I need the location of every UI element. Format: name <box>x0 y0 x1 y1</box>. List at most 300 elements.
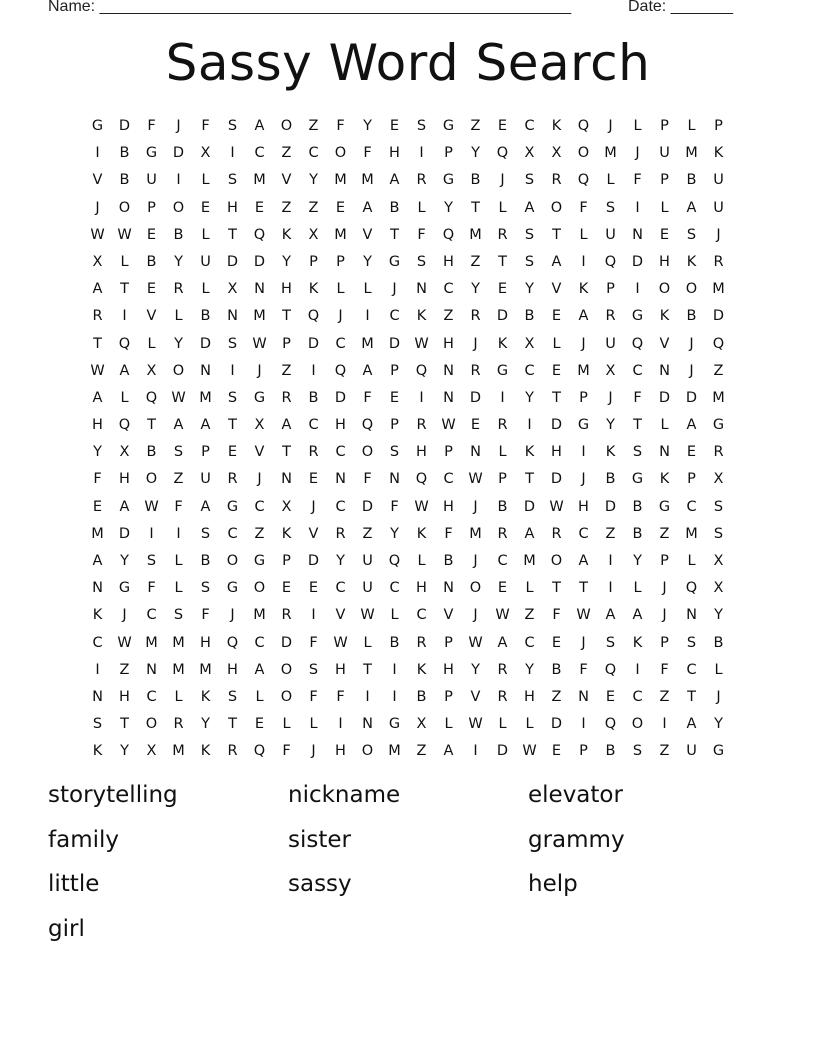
grid-letter: Q <box>415 471 428 488</box>
grid-letter: V <box>470 688 481 705</box>
grid-letter: Z <box>659 525 670 542</box>
grid-letter: J <box>689 335 694 352</box>
grid-letter: S <box>524 226 535 243</box>
grid-letter: G <box>712 743 725 760</box>
grid-letter: O <box>280 688 293 705</box>
grid-letter: P <box>201 444 210 461</box>
grid-letter: S <box>713 525 724 542</box>
grid-letter: N <box>92 688 103 705</box>
grid-letter: M <box>253 308 266 325</box>
grid-letter: W <box>360 607 375 624</box>
word-list-item: grammy <box>528 826 625 853</box>
grid-letter: I <box>662 716 667 733</box>
grid-letter: P <box>309 253 318 270</box>
grid-letter: H <box>443 498 454 515</box>
grid-letter: V <box>335 607 346 624</box>
grid-letter: I <box>581 716 586 733</box>
grid-letter: E <box>308 471 319 488</box>
word-list-item: elevator <box>528 782 623 808</box>
grid-letter: Y <box>471 145 480 162</box>
grid-letter: G <box>631 308 644 325</box>
grid-letter: I <box>608 580 613 597</box>
grid-letter: Y <box>309 172 318 189</box>
grid-letter: Q <box>253 743 266 760</box>
grid-letter: Q <box>631 335 644 352</box>
grid-letter: R <box>551 172 562 189</box>
grid-letter: X <box>551 145 562 162</box>
grid-letter: Z <box>443 308 454 325</box>
grid-letter: M <box>199 389 212 406</box>
grid-letter: M <box>253 607 266 624</box>
grid-letter: N <box>335 471 346 488</box>
grid-letter: X <box>524 145 535 162</box>
grid-letter: R <box>713 253 724 270</box>
grid-letter: A <box>686 417 697 434</box>
grid-letter: S <box>605 634 616 651</box>
grid-letter: B <box>119 145 130 162</box>
grid-letter: J <box>716 688 721 705</box>
grid-letter: L <box>525 580 534 597</box>
grid-letter: C <box>686 498 697 515</box>
grid-letter: U <box>659 145 670 162</box>
grid-letter: T <box>552 580 561 597</box>
grid-letter: C <box>497 553 508 569</box>
grid-letter: U <box>362 553 373 569</box>
grid-letter: Z <box>173 471 184 488</box>
grid-letter: J <box>581 634 586 651</box>
grid-letter: R <box>335 525 346 542</box>
grid-letter: Q <box>118 335 131 352</box>
grid-letter: K <box>308 281 319 298</box>
grid-letter: R <box>470 362 481 379</box>
grid-letter: H <box>416 580 427 597</box>
grid-letter: F <box>552 607 561 624</box>
grid-letter: D <box>712 308 725 325</box>
grid-letter: F <box>201 607 210 624</box>
grid-letter: Q <box>334 362 347 379</box>
grid-letter: O <box>469 580 482 597</box>
grid-letter: R <box>713 444 724 461</box>
grid-letter: O <box>172 199 185 216</box>
grid-letter: F <box>390 498 399 515</box>
grid-letter: S <box>389 444 400 461</box>
grid-letter: L <box>444 716 453 733</box>
grid-letter: V <box>551 281 562 298</box>
grid-letter: I <box>419 389 424 406</box>
grid-letter: A <box>254 661 265 678</box>
grid-letter: X <box>200 145 211 162</box>
grid-letter: E <box>551 743 562 760</box>
grid-letter: R <box>416 634 427 651</box>
grid-letter: S <box>227 688 238 705</box>
word-list-item: little <box>48 871 100 897</box>
grid-letter: I <box>581 253 586 270</box>
grid-letter: J <box>122 607 127 624</box>
header-line <box>48 0 748 20</box>
grid-letter: A <box>443 743 454 760</box>
grid-letter: G <box>442 118 455 134</box>
grid-letter: K <box>686 253 697 270</box>
grid-letter: L <box>498 716 507 733</box>
grid-letter: C <box>308 417 319 434</box>
grid-letter: A <box>551 253 562 270</box>
grid-letter: D <box>334 389 347 406</box>
grid-letter: E <box>470 417 481 434</box>
grid-letter: M <box>577 362 590 379</box>
grid-letter: V <box>308 525 319 542</box>
grid-letter: G <box>226 580 239 597</box>
grid-letter: H <box>416 444 427 461</box>
grid-letter: P <box>444 145 453 162</box>
grid-letter: B <box>200 308 211 325</box>
page-title: Sassy Word Search <box>165 34 651 92</box>
grid-letter: Q <box>226 634 239 651</box>
grid-letter: S <box>227 172 238 189</box>
grid-letter: C <box>632 362 643 379</box>
grid-letter: D <box>361 498 374 515</box>
grid-letter: Q <box>712 335 725 352</box>
grid-letter: P <box>282 553 291 569</box>
grid-letter: B <box>605 743 616 760</box>
grid-letter: B <box>389 634 400 651</box>
grid-letter: B <box>173 226 184 243</box>
grid-letter: E <box>389 118 400 134</box>
grid-letter: M <box>334 172 347 189</box>
grid-letter: L <box>498 199 507 216</box>
grid-letter: G <box>145 145 158 162</box>
grid-letter: X <box>713 553 724 569</box>
grid-letter: Y <box>444 199 453 216</box>
grid-letter: M <box>145 634 158 651</box>
grid-letter: E <box>686 444 697 461</box>
grid-letter: X <box>227 281 238 298</box>
grid-letter: Z <box>659 743 670 760</box>
grid-letter: D <box>253 253 266 270</box>
grid-letter: I <box>95 661 100 678</box>
grid-letter: P <box>147 199 156 216</box>
grid-letter: B <box>686 172 697 189</box>
grid-letter: S <box>200 525 211 542</box>
grid-letter: T <box>147 417 156 434</box>
grid-letter: I <box>419 145 424 162</box>
grid-letter: V <box>281 172 292 189</box>
grid-letter: L <box>336 281 345 298</box>
grid-letter: M <box>172 743 185 760</box>
grid-letter: S <box>524 253 535 270</box>
grid-letter: W <box>468 634 483 651</box>
grid-letter: D <box>550 471 563 488</box>
grid-letter: J <box>662 607 667 624</box>
grid-letter: Y <box>201 716 210 733</box>
grid-letter: L <box>633 118 642 134</box>
grid-letter: E <box>497 281 508 298</box>
grid-letter: H <box>578 498 589 515</box>
grid-letter: D <box>469 389 482 406</box>
grid-letter: Z <box>659 688 670 705</box>
grid-letter: F <box>579 199 588 216</box>
grid-letter: O <box>334 145 347 162</box>
grid-letter: R <box>92 308 103 325</box>
grid-letter: Y <box>336 553 345 569</box>
grid-letter: L <box>201 172 210 189</box>
grid-letter: F <box>336 118 345 134</box>
grid-letter: B <box>119 172 130 189</box>
grid-letter: U <box>200 471 211 488</box>
grid-letter: T <box>525 471 534 488</box>
grid-letter: A <box>686 716 697 733</box>
grid-letter: M <box>334 226 347 243</box>
grid-letter: E <box>551 634 562 651</box>
grid-letter: C <box>335 498 346 515</box>
grid-letter: Z <box>524 607 535 624</box>
grid-letter: E <box>146 226 157 243</box>
grid-letter: H <box>200 634 211 651</box>
grid-letter: G <box>253 553 266 569</box>
grid-letter: D <box>172 145 185 162</box>
grid-letter: J <box>608 389 613 406</box>
grid-letter: S <box>173 444 184 461</box>
word-list-item: family <box>48 826 119 853</box>
grid-letter: L <box>201 226 210 243</box>
grid-letter: D <box>631 253 644 270</box>
grid-letter: A <box>92 553 103 569</box>
grid-letter: P <box>579 389 588 406</box>
grid-letter: M <box>172 661 185 678</box>
grid-letter: R <box>551 525 562 542</box>
grid-letter: D <box>550 716 563 733</box>
grid-letter: S <box>632 444 643 461</box>
grid-letter: L <box>120 253 129 270</box>
grid-letter: A <box>578 308 589 325</box>
grid-letter: V <box>254 444 265 461</box>
grid-letter: Q <box>118 417 131 434</box>
grid-letter: L <box>687 118 696 134</box>
grid-letter: E <box>335 199 346 216</box>
grid-letter: I <box>311 607 316 624</box>
grid-letter: P <box>390 417 399 434</box>
grid-letter: L <box>417 553 426 569</box>
grid-letter: I <box>176 525 181 542</box>
grid-letter: D <box>307 553 320 569</box>
grid-letter: Z <box>308 199 319 216</box>
grid-letter: W <box>117 634 132 651</box>
grid-letter: I <box>473 743 478 760</box>
grid-letter: Y <box>714 716 723 733</box>
grid-letter: Q <box>388 553 401 569</box>
grid-letter: Q <box>604 661 617 678</box>
grid-letter: E <box>281 580 292 597</box>
grid-letter: L <box>525 716 534 733</box>
grid-letter: J <box>311 498 316 515</box>
grid-letter: C <box>254 498 265 515</box>
grid-letter: S <box>92 716 103 733</box>
grid-letter: Z <box>605 525 616 542</box>
grid-letter: O <box>145 716 158 733</box>
grid-letter: X <box>308 226 319 243</box>
grid-letter: S <box>686 226 697 243</box>
grid-letter: W <box>90 226 105 243</box>
grid-letter: A <box>281 417 292 434</box>
grid-letter: I <box>230 362 235 379</box>
grid-letter: G <box>253 389 266 406</box>
grid-letter: O <box>172 362 185 379</box>
grid-letter: M <box>685 525 698 542</box>
grid-letter: J <box>473 498 478 515</box>
grid-letter: N <box>200 362 211 379</box>
word-list-item: help <box>528 871 578 897</box>
grid-letter: H <box>227 661 238 678</box>
grid-letter: L <box>417 199 426 216</box>
grid-letter: R <box>173 716 184 733</box>
grid-letter: N <box>659 444 670 461</box>
grid-letter: X <box>416 716 427 733</box>
grid-letter: P <box>282 335 291 352</box>
grid-letter: O <box>550 553 563 569</box>
grid-letter: W <box>495 607 510 624</box>
grid-letter: B <box>551 661 562 678</box>
grid-letter: F <box>309 634 318 651</box>
word-list-item: sister <box>288 826 351 853</box>
grid-letter: L <box>174 308 183 325</box>
grid-letter: O <box>658 281 671 298</box>
grid-letter: E <box>551 362 562 379</box>
grid-letter: L <box>120 389 129 406</box>
grid-letter: K <box>92 607 103 624</box>
grid-letter: L <box>579 226 588 243</box>
grid-letter: S <box>632 743 643 760</box>
grid-letter: H <box>92 417 103 434</box>
grid-letter: Y <box>120 743 129 760</box>
grid-letter: F <box>174 498 183 515</box>
grid-letter: V <box>362 226 373 243</box>
grid-letter: N <box>389 471 400 488</box>
grid-letter: L <box>606 172 615 189</box>
grid-letter: M <box>361 172 374 189</box>
grid-letter: U <box>605 335 616 352</box>
grid-letter: Q <box>253 226 266 243</box>
grid-letter: A <box>254 118 265 134</box>
grid-letter: P <box>444 688 453 705</box>
grid-letter: H <box>281 281 292 298</box>
grid-letter: A <box>173 417 184 434</box>
grid-letter: W <box>468 471 483 488</box>
grid-letter: J <box>338 308 343 325</box>
grid-letter: Y <box>525 389 534 406</box>
grid-letter: F <box>147 580 156 597</box>
grid-letter: X <box>713 471 724 488</box>
grid-letter: I <box>149 525 154 542</box>
grid-letter: C <box>686 661 697 678</box>
grid-letter: P <box>660 172 669 189</box>
grid-letter: E <box>605 688 616 705</box>
grid-letter: R <box>497 226 508 243</box>
word-list-item: girl <box>48 915 85 942</box>
grid-letter: C <box>389 308 400 325</box>
grid-letter: S <box>173 607 184 624</box>
grid-letter: J <box>473 607 478 624</box>
grid-letter: P <box>606 281 615 298</box>
grid-letter: I <box>635 281 640 298</box>
grid-letter: A <box>200 417 211 434</box>
grid-letter: O <box>631 716 644 733</box>
grid-letter: D <box>496 308 509 325</box>
grid-letter: Z <box>470 253 481 270</box>
grid-letter: Z <box>281 199 292 216</box>
grid-letter: L <box>174 688 183 705</box>
grid-letter: M <box>523 553 536 569</box>
grid-letter: O <box>361 444 374 461</box>
grid-letter: S <box>308 661 319 678</box>
grid-letter: J <box>581 335 586 352</box>
grid-letter: C <box>146 688 157 705</box>
grid-letter: H <box>119 471 130 488</box>
grid-letter: W <box>414 498 429 515</box>
grid-letter: H <box>443 661 454 678</box>
grid-letter: G <box>388 716 401 733</box>
grid-letter: B <box>524 308 535 325</box>
grid-letter: N <box>470 444 481 461</box>
grid-letter: M <box>712 281 725 298</box>
grid-letter: E <box>497 580 508 597</box>
grid-letter: J <box>581 471 586 488</box>
grid-letter: I <box>176 172 181 189</box>
grid-letter: Z <box>281 362 292 379</box>
grid-letter: U <box>713 199 724 216</box>
grid-letter: N <box>227 308 238 325</box>
grid-letter: R <box>497 661 508 678</box>
grid-letter: K <box>713 145 724 162</box>
grid-letter: T <box>579 580 588 597</box>
grid-letter: F <box>579 661 588 678</box>
grid-letter: V <box>146 308 157 325</box>
grid-letter: K <box>416 308 427 325</box>
grid-letter: Z <box>470 118 481 134</box>
grid-letter: A <box>632 607 643 624</box>
grid-letter: H <box>335 661 346 678</box>
grid-letter: U <box>686 743 697 760</box>
grid-letter: T <box>228 226 237 243</box>
grid-letter: J <box>230 607 235 624</box>
grid-letter: D <box>496 743 509 760</box>
grid-letter: I <box>122 308 127 325</box>
grid-letter: K <box>200 743 211 760</box>
word-list-item: nickname <box>288 782 401 808</box>
grid-letter: S <box>200 580 211 597</box>
grid-letter: M <box>469 226 482 243</box>
grid-letter: C <box>335 580 346 597</box>
grid-letter: A <box>389 172 400 189</box>
grid-letter: T <box>552 389 561 406</box>
grid-letter: O <box>226 553 239 569</box>
grid-letter: Z <box>416 743 427 760</box>
grid-letter: E <box>551 308 562 325</box>
grid-letter: H <box>227 199 238 216</box>
grid-letter: I <box>527 417 532 434</box>
grid-letter: J <box>311 743 316 760</box>
grid-letter: U <box>605 226 616 243</box>
grid-letter: L <box>390 607 399 624</box>
grid-letter: K <box>632 634 643 651</box>
grid-letter: B <box>200 553 211 569</box>
grid-letter: Y <box>93 444 102 461</box>
grid-letter: X <box>605 362 616 379</box>
grid-letter: I <box>311 362 316 379</box>
word-list-item: sassy <box>288 871 352 897</box>
grid-letter: J <box>716 226 721 243</box>
grid-letter: E <box>308 580 319 597</box>
grid-letter: R <box>281 389 292 406</box>
grid-letter: T <box>687 688 696 705</box>
